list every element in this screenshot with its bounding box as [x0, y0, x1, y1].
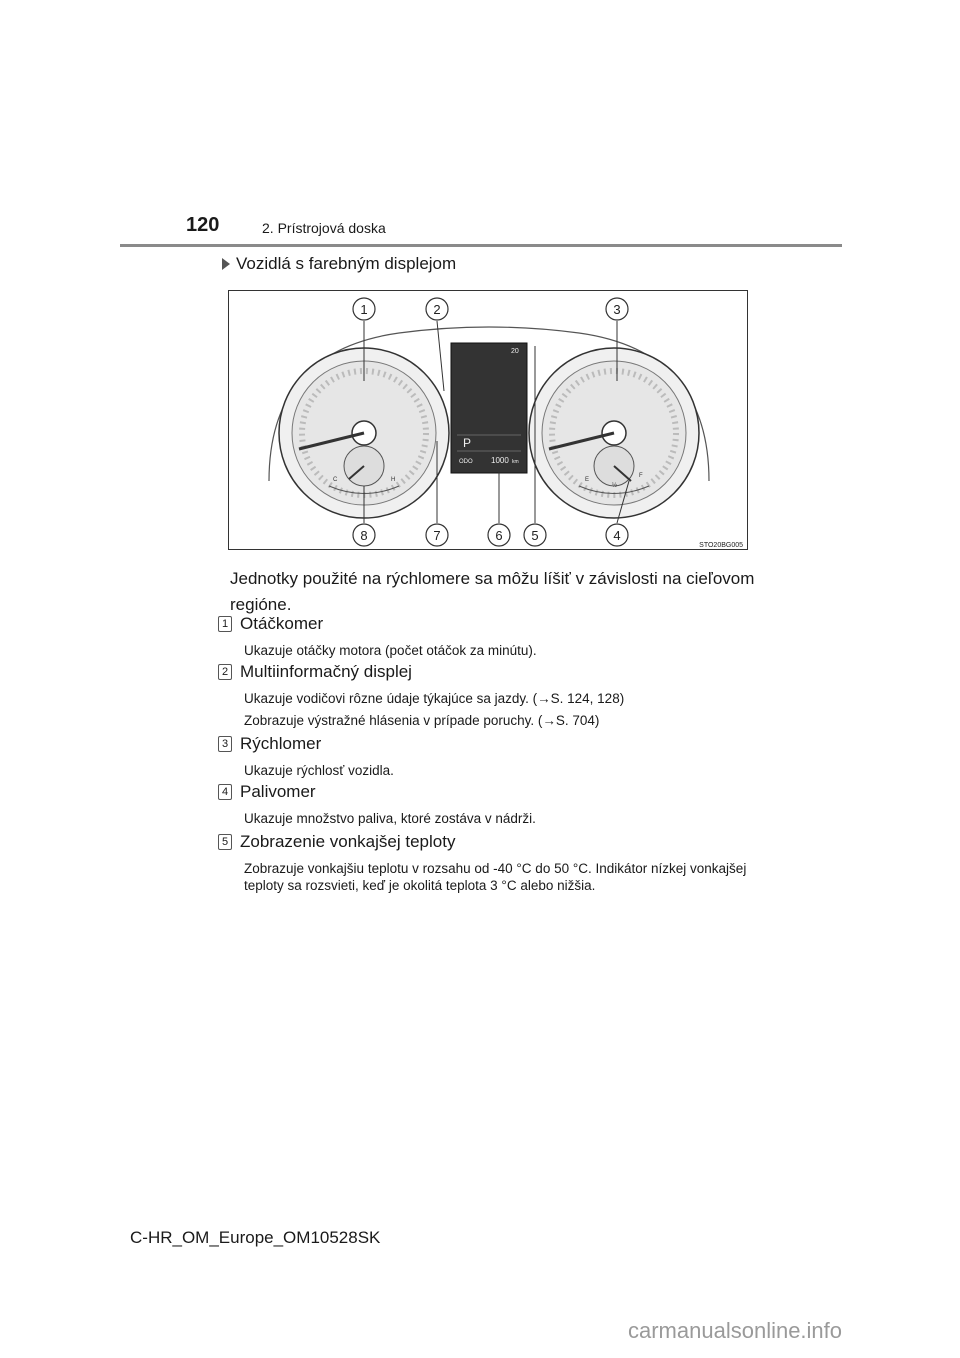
- item-fuel-gauge: [218, 782, 316, 802]
- speedometer-gauge: [529, 348, 699, 518]
- temp-cold-mark: C: [333, 477, 338, 483]
- item-tachometer: [218, 614, 323, 634]
- item-number-1: 1: [218, 616, 232, 632]
- display-odo-unit: km: [512, 459, 519, 465]
- header-rule: [120, 244, 842, 247]
- item-multi-info-display: [218, 662, 412, 682]
- callout-5: 5: [531, 528, 539, 543]
- item-title: Rýchlomer: [240, 734, 322, 753]
- callout-6: 6: [495, 528, 503, 543]
- callout-7: 7: [433, 528, 441, 543]
- subheading: [222, 254, 456, 274]
- display-odo-value: 1000: [491, 456, 509, 465]
- item-number-4: 4: [218, 784, 232, 800]
- item-title: Multiinformačný displej: [240, 662, 412, 681]
- item-desc: Ukazuje rýchlosť vozidla.: [244, 763, 394, 778]
- item-desc: Ukazuje otáčky motora (počet otáčok za minútu).: [244, 643, 537, 658]
- subheading-text: Vozidlá s farebným displejom: [236, 254, 457, 273]
- callout-3: 3: [613, 302, 621, 317]
- footer-doc-id: C-HR_OM_Europe_OM10528SK: [130, 1228, 381, 1247]
- page-number: 120: [186, 214, 220, 236]
- temp-hot-mark: H: [391, 477, 396, 483]
- intro-paragraph: Jednotky použité na rýchlomere sa môžu líšiť v závislosti na cieľovom regióne.: [230, 569, 755, 614]
- display-gear: P: [463, 436, 472, 450]
- item-desc: Zobrazuje vonkajšiu teplotu v rozsahu od -40 °C do 50 °C. Indikátor nízkej vonkajšej teploty sa rozsvieti, keď je okolitá teplota 3 °C alebo nižšia.: [244, 861, 747, 893]
- item-number-3: 3: [218, 736, 232, 752]
- instrument-cluster-figure: [228, 290, 748, 550]
- display-odo-label: ODO: [459, 459, 473, 465]
- item-desc: Zobrazuje výstražné hlásenia v prípade poruchy. (→S. 704): [244, 713, 600, 728]
- callout-8: 8: [360, 528, 368, 543]
- figure-code: STO20BG005: [699, 542, 743, 549]
- fuel-empty-mark: E: [585, 477, 590, 483]
- item-number-2: 2: [218, 664, 232, 680]
- cluster-illustration: [229, 291, 749, 551]
- item-number-5: 5: [218, 834, 232, 850]
- triangle-bullet-icon: [222, 258, 230, 270]
- item-speedometer: [218, 734, 321, 754]
- item-title: Palivomer: [240, 782, 316, 801]
- fuel-full-mark: F: [639, 473, 643, 479]
- display-temp: 20: [511, 348, 519, 355]
- item-title: Zobrazenie vonkajšej teploty: [240, 832, 456, 851]
- item-outside-temp: [218, 832, 455, 852]
- callout-1: 1: [360, 302, 368, 317]
- item-desc: Ukazuje množstvo paliva, ktoré zostáva v nádrži.: [244, 811, 536, 826]
- item-desc: Ukazuje vodičovi rôzne údaje týkajúce sa jazdy. (→S. 124, 128): [244, 691, 625, 706]
- item-title: Otáčkomer: [240, 614, 324, 633]
- callout-4: 4: [613, 528, 621, 543]
- callout-2: 2: [433, 302, 441, 317]
- watermark: carmanualsonline.info: [628, 1318, 843, 1343]
- fuel-half-mark: ½: [612, 483, 618, 489]
- section-title: 2. Prístrojová doska: [262, 220, 386, 236]
